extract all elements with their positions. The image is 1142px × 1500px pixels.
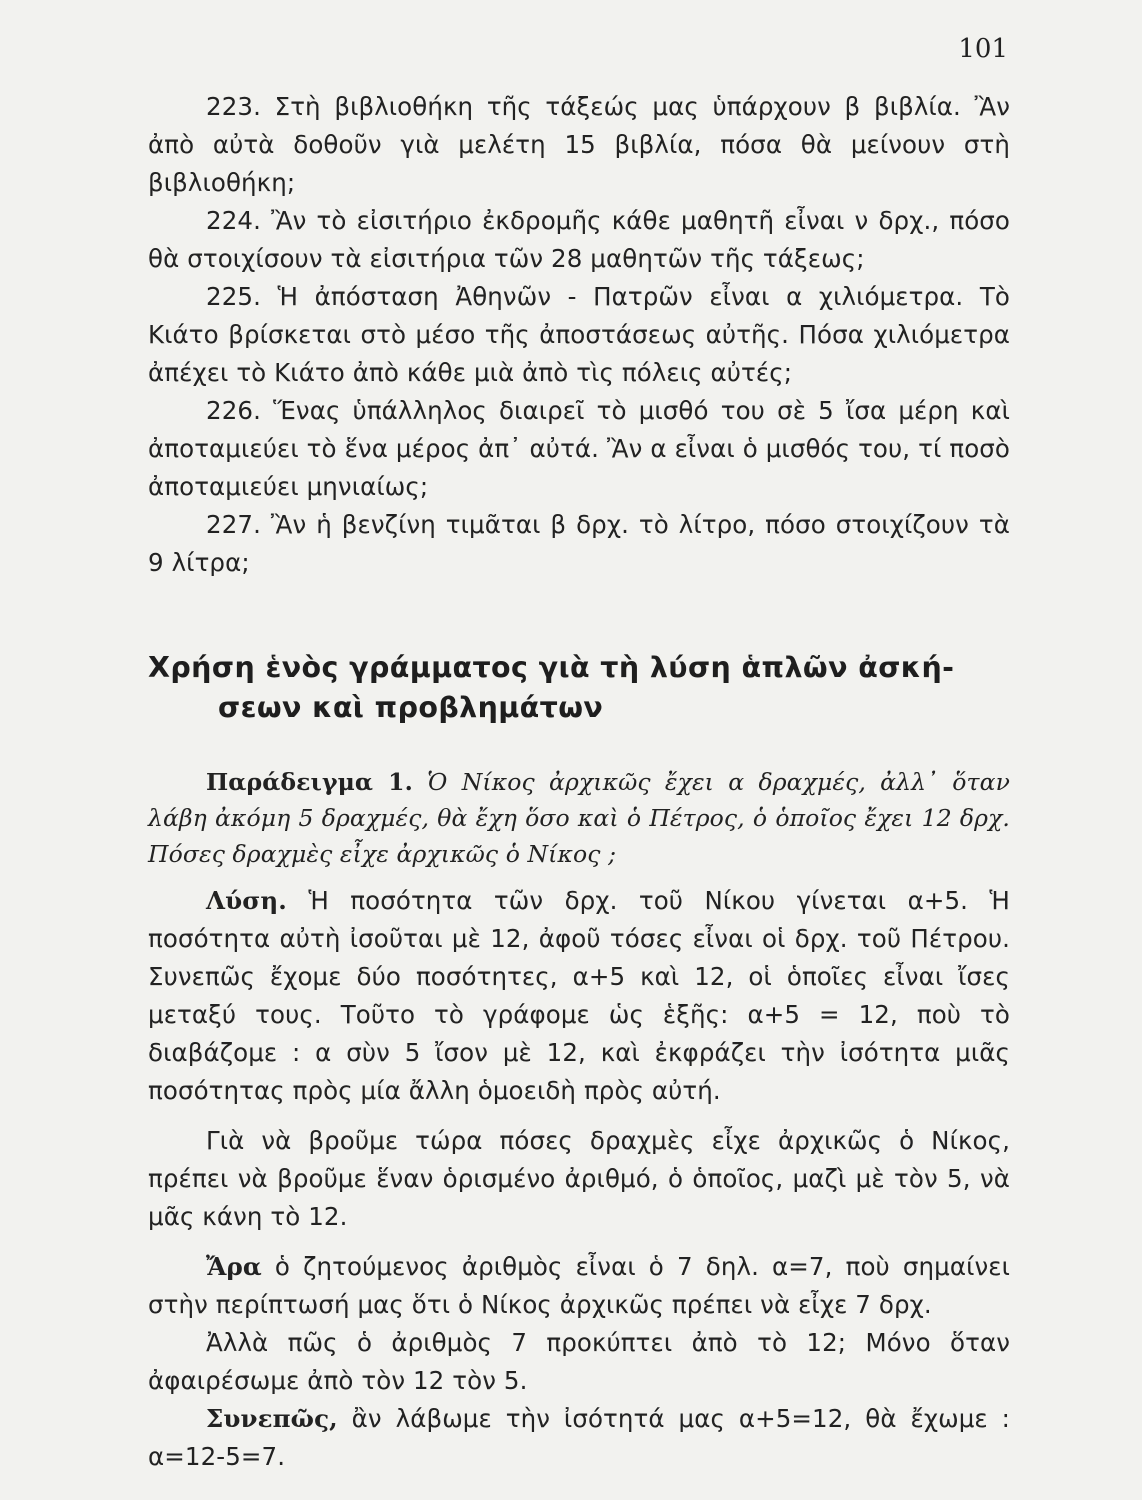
solution-text-1: Ἡ ποσότητα τῶν δρχ. τοῦ Νίκου γίνεται α+5. Ἡ ποσότητα αὐτὴ ἰσοῦται μὲ 12, ἀφοῦ τόσες εἶναι οἱ δρχ. τοῦ Πέτρου. Συνεπῶς ἔχομε δύο ποσότητες, α+5 καὶ 12, οἱ ὁποῖες εἶναι ἴσες μεταξύ τους. Τοῦτο τὸ γράφομε ὡς ἑξῆς: α+5 = 12, ποὺ τὸ διαβάζομε : α σὺν 5 ἴσον μὲ 12, καὶ ἐκφράζει τὴν ἰσότητα μιᾶς ποσότητας πρὸς μία ἄλλη ὁμοειδὴ πρὸς αὐτή. [148,886,1011,1105]
example-label: Παράδειγμα 1. [206,768,413,796]
example-text: Ὁ Νίκος ἀρχικῶς ἔχει α δραχμές, ἀλλ᾿ ὅταν λάβη ἀκόμη 5 δραχμές, θὰ ἔχη ὅσο καὶ ὁ Πέτρος, ὁ ὁποῖος ἔχει 12 δρχ. Πόσες δραχμὲς εἶχε ἀρχικῶς ὁ Νίκος ; [148,768,1010,868]
solution-paragraph-3 [148,1248,1010,1324]
page-number: 101 [958,34,1008,64]
solution-paragraph-5 [148,1400,1010,1476]
problem-227: 227. Ἂν ἡ βενζίνη τιμᾶται β δρχ. τὸ λίτρο, πόσο στοιχίζουν τὰ 9 λίτρα; [148,510,1010,577]
problem-226: 226. Ἕνας ὑπάλληλος διαιρεῖ τὸ μισθό του σὲ 5 ἴσα μέρη καὶ ἀποταμιεύει τὸ ἕνα μέρος ἀπ᾿ αὐτά. Ἂν α εἶναι ὁ μισθός του, τί ποσὸ ἀποταμιεύει μηνιαίως; [148,396,1010,501]
solution-paragraph-2: Γιὰ νὰ βροῦμε τώρα πόσες δραχμὲς εἶχε ἀρχικῶς ὁ Νίκος, πρέπει νὰ βροῦμε ἕναν ὁρισμένο ἀριθμό, ὁ ὁποῖος, μαζὶ μὲ τὸν 5, νὰ μᾶς κάνη τὸ 12. [148,1126,1010,1231]
problem-223: 223. Στὴ βιβλιοθήκη τῆς τάξεώς μας ὑπάρχουν β βιβλία. Ἂν ἀπὸ αὐτὰ δοθοῦν γιὰ μελέτη 15 βιβλία, πόσα θὰ μείνουν στὴ βιβλιοθήκη; [148,92,1010,197]
solution-label: Λύση. [206,886,287,915]
example-1 [148,764,1010,872]
solution-text-3: ὁ ζητούμενος ἀριθμὸς εἶναι ὁ 7 δηλ. α=7, ποὺ σημαίνει στὴν περίπτωσή μας ὅτι ὁ Νίκος ἀρχικῶς πρέπει νὰ εἶχε 7 δρχ. [148,1252,1010,1319]
page-content [148,88,1010,1476]
problem-224: 224. Ἂν τὸ εἰσιτήριο ἐκδρομῆς κάθε μαθητῆ εἶναι ν δρχ., πόσο θὰ στοιχίσουν τὰ εἰσιτήρια τῶν 28 μαθητῶν τῆς τάξεως; [148,206,1010,273]
problem-225: 225. Ἡ ἀπόσταση Ἀθηνῶν - Πατρῶν εἶναι α χιλιόμετρα. Τὸ Κιάτο βρίσκεται στὸ μέσο τῆς ἀποστάσεως αὐτῆς. Πόσα χιλιόμετρα ἀπέχει τὸ Κιάτο ἀπὸ κάθε μιὰ ἀπὸ τὶς πόλεις αὐτές; [148,282,1010,387]
solution-paragraph-1 [148,882,1010,1110]
solution-text-5: ἂν λάβωμε τὴν ἰσότητά μας α+5=12, θὰ ἔχωμε : α=12-5=7. [148,1404,1010,1471]
consequently-label: Συνεπῶς, [206,1404,338,1433]
section-heading-line1: Χρήση ἑνὸς γράμματος γιὰ τὴ λύση ἁπλῶν ἀσκή- [148,651,955,684]
section-heading [148,648,1010,728]
therefore-label: Ἄρα [206,1252,262,1281]
solution-paragraph-4: Ἀλλὰ πῶς ὁ ἀριθμὸς 7 προκύπτει ἀπὸ τὸ 12; Μόνο ὅταν ἀφαιρέσωμε ἀπὸ τὸν 12 τὸν 5. [148,1328,1010,1395]
section-heading-line2: σεων καὶ προβλημάτων [218,691,604,724]
